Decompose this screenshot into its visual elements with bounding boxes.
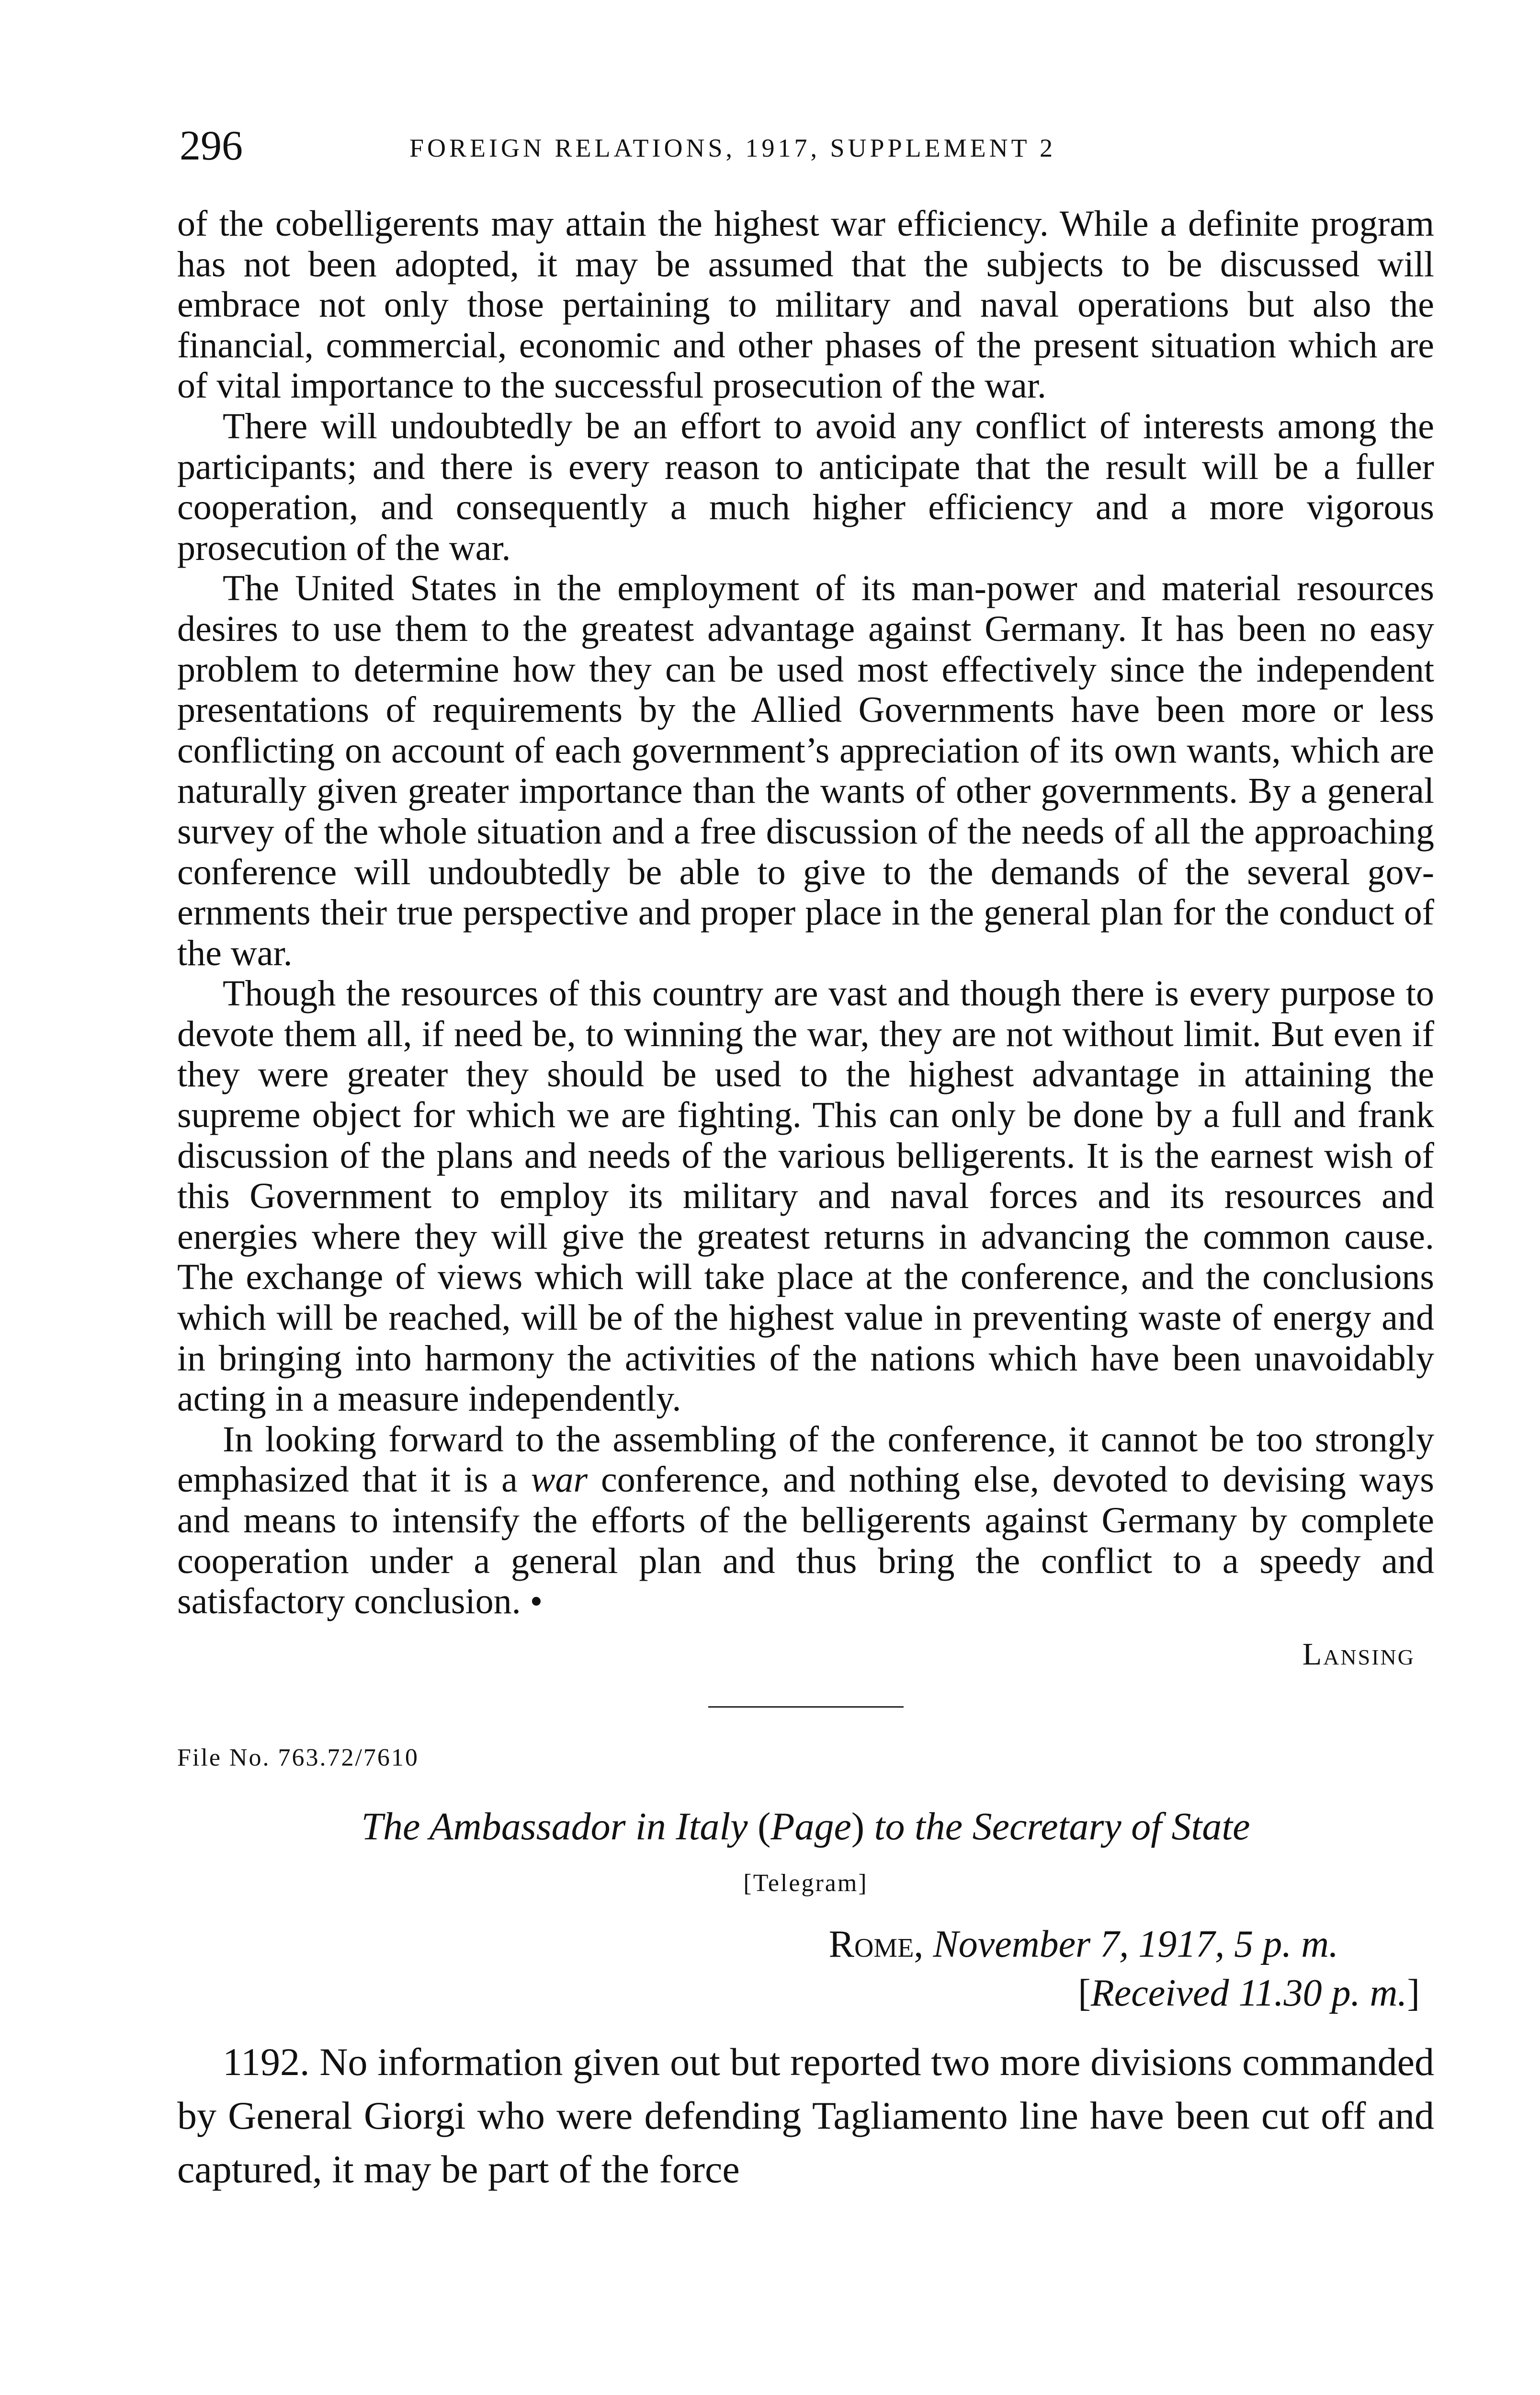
dateline-date: November 7, 1917, 5 p. m.: [923, 1923, 1338, 1965]
paragraph-5: [177, 1419, 1434, 1622]
title-part-2: to the Secretary of State: [864, 1804, 1250, 1848]
document-type: [Telegram]: [743, 1869, 868, 1897]
document-title: [177, 1802, 1434, 1850]
title-paren-open: (: [758, 1804, 771, 1848]
running-head: FOREIGN RELATIONS, 1917, SUPPLEMENT 2: [409, 134, 1056, 162]
paragraph-5-text-b: conference, and nothing else, devoted to devising ways and means to intensify the efforts of the belligerents against Germany by complete cooperation under a general plan and thus bring the conflict to a speedy and satisfactory conclusion. •: [177, 1460, 1435, 1622]
page-body: [177, 204, 1434, 2196]
title-name: Page: [770, 1804, 851, 1848]
dateline-city: Rome,: [828, 1923, 924, 1965]
signature: Lansing: [1302, 1636, 1415, 1672]
telegram-text: 1192. No information given out but reported two more divisions commanded by General Giorgi who were defending Tagliamento line have been cut off and captured, it may be part of the force: [177, 2040, 1434, 2191]
dateline: [177, 1920, 1338, 1968]
received-text: Received 11.30 p. m.: [1090, 1972, 1407, 2014]
paragraph-1: of the cobelligerents may attain the highest war efficiency. While a definite program has not been adopted, it may be assumed that the subjects to be discussed will embrace not only those pertaining to military and naval operations but also the financial, commercial, economic and other phases of the present situation which are of vital importance to the successful prosecution of the war.: [177, 204, 1434, 406]
page-header: [180, 122, 1434, 175]
paragraph-3: The United States in the employment of its man-power and material resources desires to use them to the greatest advantage against Germany. It has been no easy problem to determine how they can be used most effectively since the independent presentations of requirements by the Allied Governments have been more or less conflicting on account of each government’s appreciation of its own wants, which are naturally given greater importance than the wants of other governments. By a general survey of the whole situation and a free discussion of the needs of all the approaching conference will undoubtedly be able to give to the demands of the several governments their true perspective and proper place in the general plan for the conduct of the war.: [177, 568, 1434, 973]
received-bracket-open: [: [1078, 1972, 1091, 2014]
paragraph-4: Though the resources of this country are vast and though there is every purpose to devote them all, if need be, to winning the war, they are not without limit. But even if they were greater they should be used to the highest advantage in attaining the supreme object for which we are fighting. This can only be done by a full and frank discussion of the plans and needs of the various belligerents. It is the earnest wish of this Government to employ its military and naval forces and its resources and energies where they will give the greatest returns in advancing the common cause. The exchange of views which will take place at the conference, and the conclusions which will be reached, will be of the highest value in preventing waste of energy and in bringing into harmony the activities of the nations which have been unavoidably acting in a measure independently.: [177, 973, 1434, 1419]
received-line: [177, 1969, 1420, 2017]
paragraph-5-text-a: In looking forward to the assembling of the conference, it cannot be too strongly emphasized that it is a: [177, 1419, 1434, 1500]
title-part-1: The Ambassador in Italy: [361, 1804, 748, 1848]
paragraph-2: There will undoubtedly be an effort to avoid any conflict of interests among the participants; and there is every reason to anticipate that the result will be a fuller cooperation, and consequently a much higher efficiency and a more vigorous prosecution of the war.: [177, 406, 1434, 568]
received-bracket-close: ]: [1407, 1972, 1420, 2014]
title-paren-close: ): [851, 1804, 865, 1848]
file-number: File No. 763.72/7610: [177, 1744, 419, 1771]
emphasized-word: war: [531, 1460, 588, 1500]
page-number: 296: [180, 123, 243, 169]
section-divider: [708, 1706, 904, 1708]
